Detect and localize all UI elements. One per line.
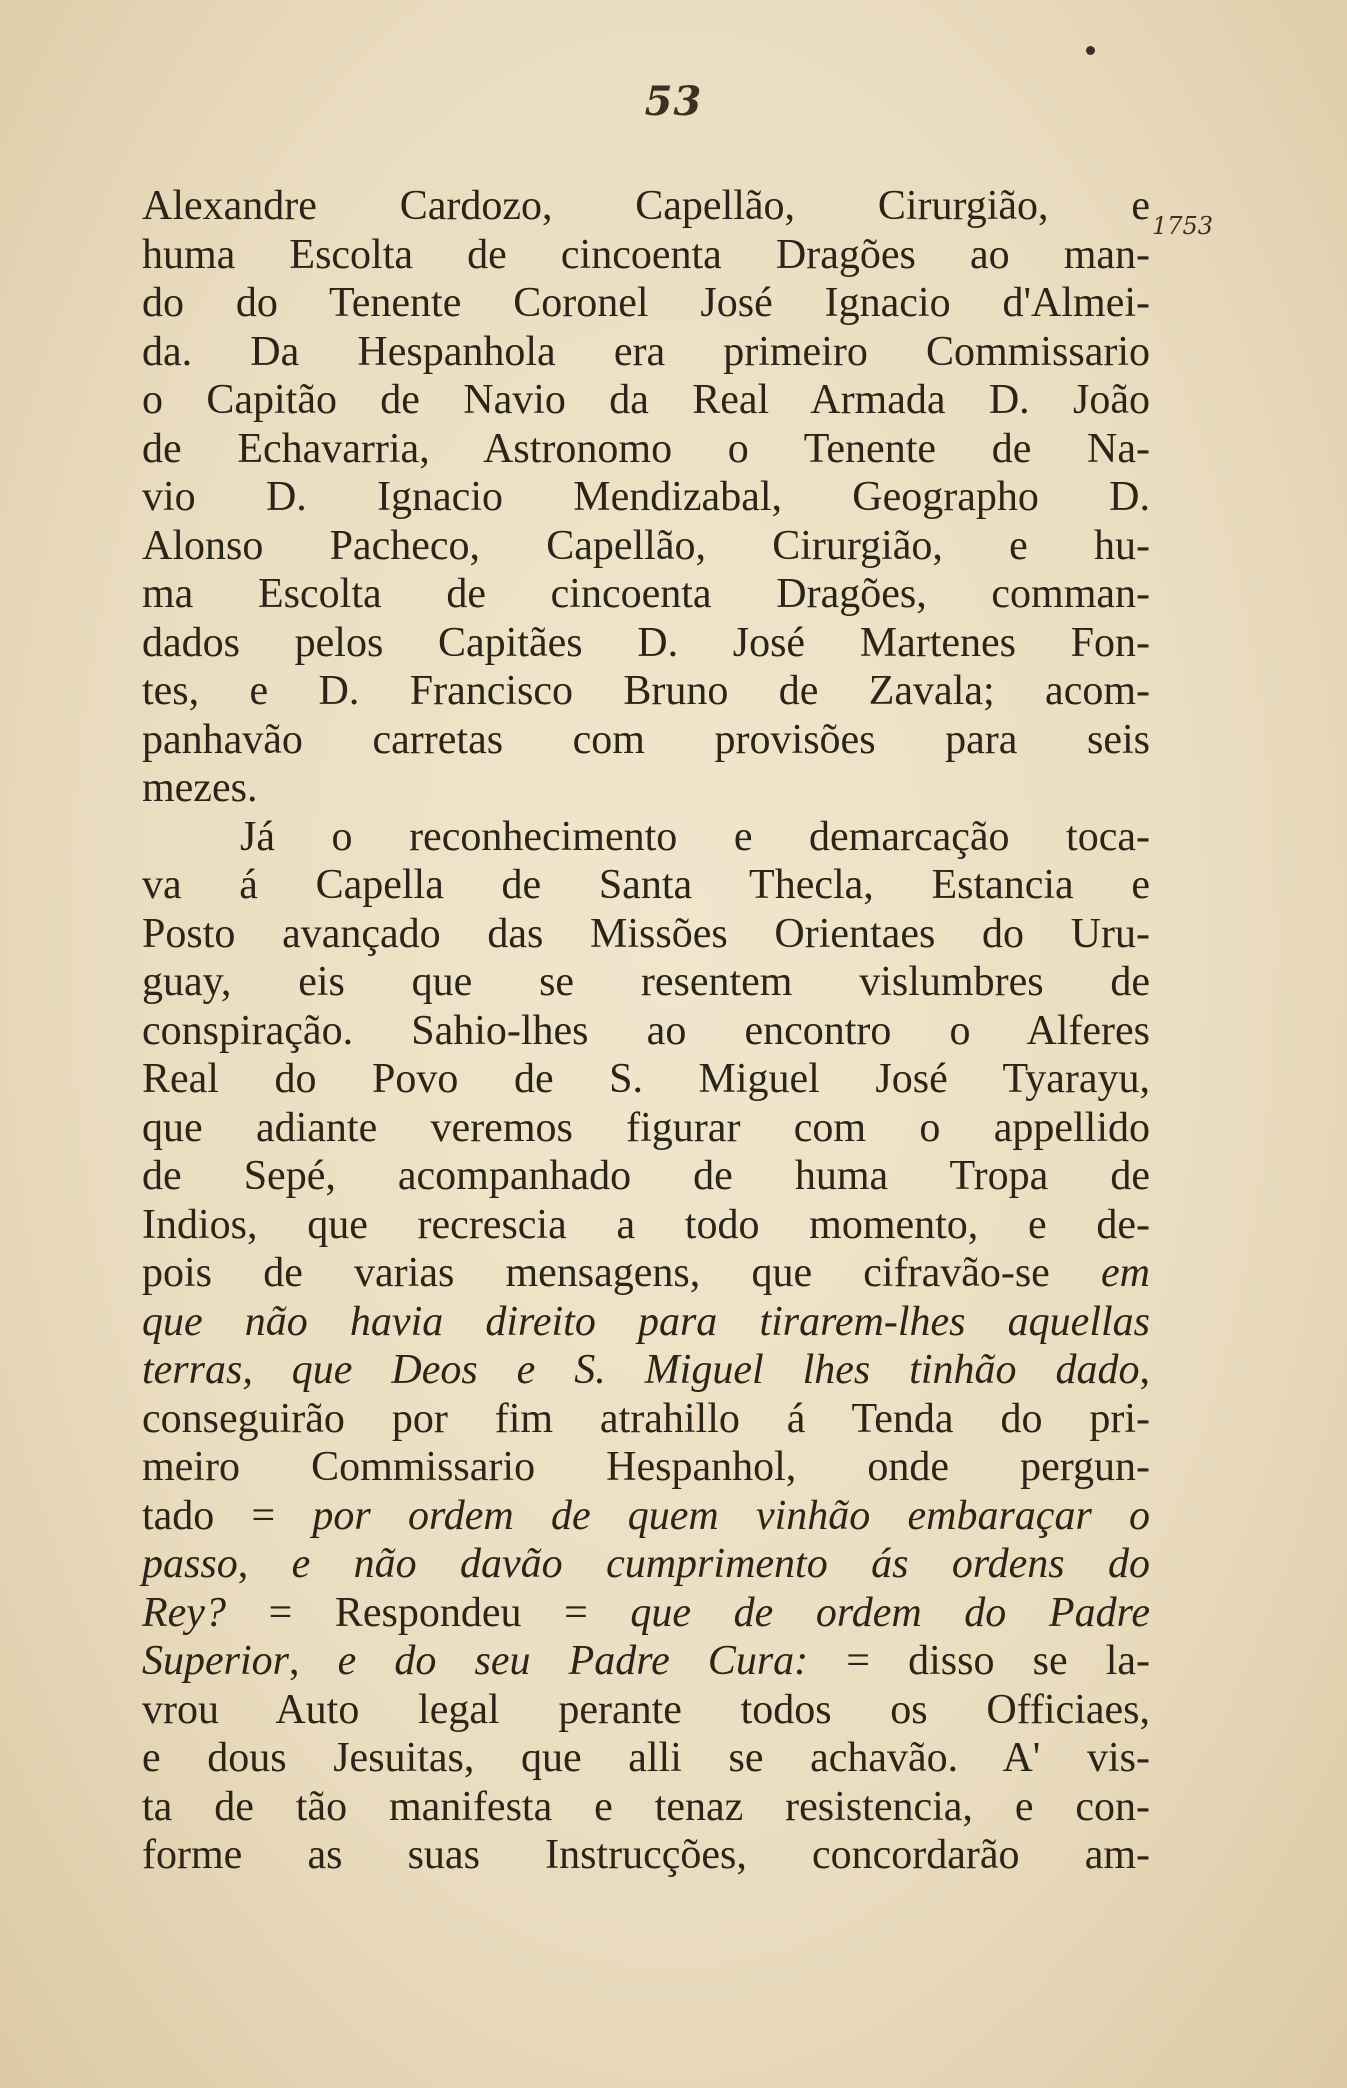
- italic-text: por ordem de quem vinhão embaraçar o: [312, 1492, 1150, 1539]
- roman-text: = disso se la-: [808, 1638, 1151, 1684]
- text-line: [142, 1540, 1150, 1589]
- text-line: vio D. Ignacio Mendizabal, Geographo D.: [142, 474, 1150, 520]
- ink-dot: [1086, 46, 1095, 55]
- italic-text: passo: [142, 1541, 238, 1587]
- italic-text: que não havia direito para tirarem-lhes aquellas: [142, 1298, 1150, 1345]
- text-line: guay, eis que se resentem vislumbres de: [142, 959, 1150, 1005]
- body-text: [142, 182, 1150, 1880]
- italic-text: e não davão cumprimento ás ordens do: [291, 1541, 1151, 1587]
- text-line: meiro Commissario Hespanhol, onde pergun-: [142, 1444, 1150, 1490]
- text-line: vrou Auto legal perante todos os Officiaes,: [142, 1686, 1150, 1733]
- roman-text: pois de varias mensagens, que cifravão-se: [142, 1250, 1102, 1296]
- text-line: Real do Povo de S. Miguel José Tyarayu,: [142, 1056, 1150, 1102]
- text-line: ma Escolta de cincoenta Dragões, comman-: [142, 571, 1150, 617]
- italic-text: Superior: [142, 1638, 289, 1684]
- text-line: [142, 1637, 1150, 1686]
- page-number: 53: [644, 78, 703, 125]
- margin-year-note: 1753: [1152, 212, 1214, 240]
- text-line: de Echavarria, Astronomo o Tenente de Na-: [142, 425, 1150, 472]
- text-line: tes, e D. Francisco Bruno de Zavala; acom-: [142, 668, 1150, 714]
- roman-text: ,: [1139, 1347, 1150, 1393]
- text-line: panhavão carretas com provisões para seis: [142, 716, 1150, 763]
- italic-text: terras, que Deos e S. Miguel lhes tinhão dado: [142, 1347, 1140, 1393]
- text-line: Alexandre Cardozo, Capellão, Cirurgião, e: [142, 183, 1150, 229]
- text-line: [142, 1589, 1150, 1638]
- text-line: da. Da Hespanhola era primeiro Commissario: [142, 328, 1150, 375]
- text-line: e dous Jesuitas, que alli se achavão. A' vis-: [142, 1735, 1150, 1781]
- roman-text: = Respondeu =: [225, 1589, 631, 1636]
- text-line: dados pelos Capitães D. José Martenes Fon-: [142, 619, 1150, 666]
- text-line: [142, 1298, 1150, 1347]
- text-line: Posto avançado das Missões Orientaes do Uru-: [142, 910, 1150, 957]
- text-line: huma Escolta de cincoenta Dragões ao man-: [142, 231, 1150, 278]
- text-line: Indios, que recrescia a todo momento, e de-: [142, 1201, 1150, 1248]
- text-line: [142, 1346, 1150, 1395]
- text-line: de Sepé, acompanhado de huma Tropa de: [142, 1153, 1150, 1199]
- text-line: [142, 1249, 1150, 1298]
- text-line: conspiração. Sahio-lhes ao encontro o Alferes: [142, 1007, 1150, 1054]
- text-line: Alonso Pacheco, Capellão, Cirurgião, e hu-: [142, 522, 1150, 569]
- roman-text: ,: [289, 1638, 338, 1684]
- text-line: o Capitão de Navio da Real Armada D. João: [142, 377, 1150, 423]
- italic-text: em: [1101, 1250, 1150, 1296]
- text-line: ta de tão manifesta e tenaz resistencia, e con-: [142, 1783, 1150, 1830]
- text-line: forme as suas Instrucções, concordarão am-: [142, 1832, 1150, 1878]
- text-line: mezes.: [142, 765, 258, 811]
- text-line: Já o reconhecimento e demarcação toca-: [240, 813, 1150, 860]
- text-line: [142, 1492, 1150, 1541]
- italic-text: e do seu Padre Cura:: [337, 1638, 809, 1684]
- roman-text: ,: [237, 1541, 292, 1587]
- italic-text: que de ordem do Padre: [630, 1589, 1150, 1636]
- text-line: que adiante veremos figurar com o appellido: [142, 1104, 1150, 1151]
- text-line: conseguirão por fim atrahillo á Tenda do pri-: [142, 1395, 1150, 1442]
- roman-text: tado =: [142, 1492, 313, 1539]
- italic-text: Rey?: [142, 1589, 226, 1636]
- text-line: va á Capella de Santa Thecla, Estancia e: [142, 862, 1150, 908]
- text-line: do do Tenente Coronel José Ignacio d'Almei-: [142, 280, 1150, 326]
